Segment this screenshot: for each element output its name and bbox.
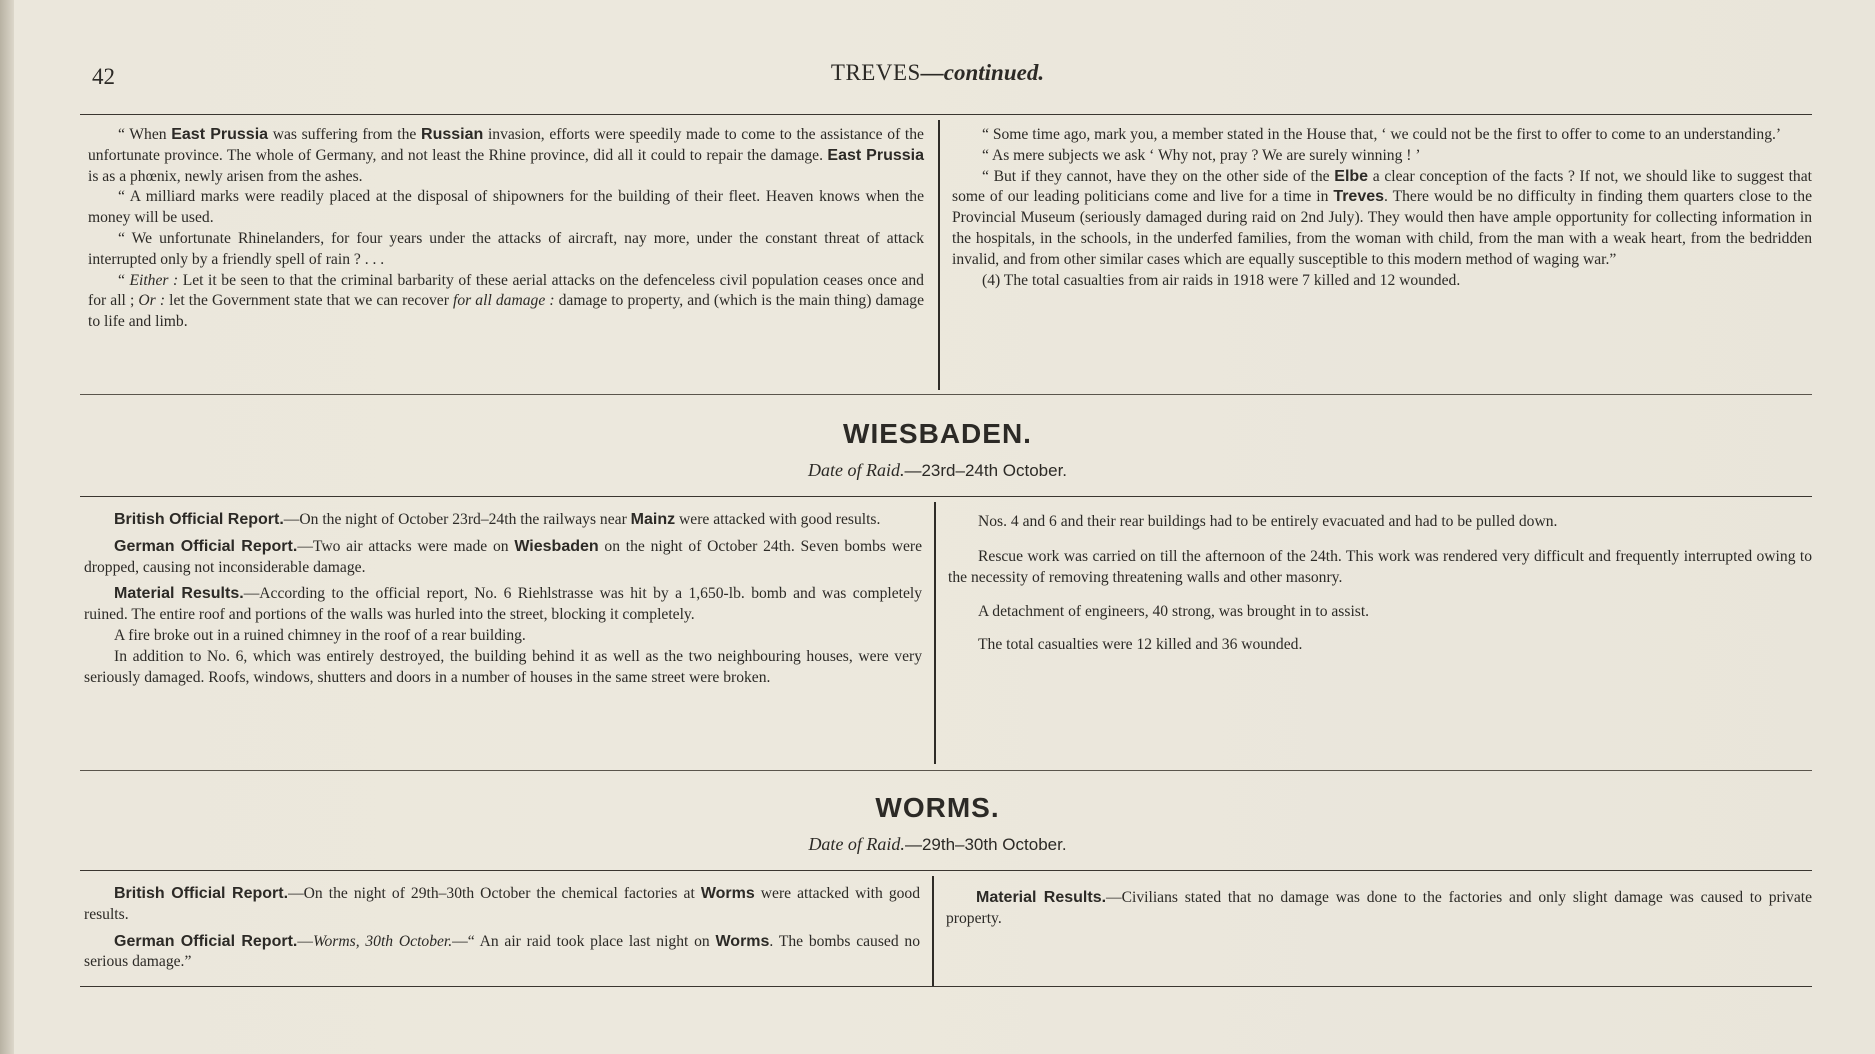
italic-text-dateline: Worms, 30th October.: [312, 932, 453, 950]
italic-text-either: Either :: [129, 271, 179, 289]
text-run: —“ An air raid took place last night on: [452, 932, 716, 950]
text-run: —According to the official report, No. 6 Riehlstrasse was hit by a 1,650-lb. bomb and was completely ruined. The entire roof and portions of the walls was hurled into the street, blocking it completely.: [84, 585, 923, 624]
page-number: 42: [92, 64, 115, 89]
subheading-german-report: German Official Report.: [114, 932, 298, 950]
wiesbaden-right-column: [948, 512, 1812, 656]
text-run: —Two air attacks were made on: [297, 537, 515, 555]
text-run: —On the night of October 23rd–24th the railways near: [283, 511, 631, 528]
text-run: were attacked with good results.: [84, 885, 921, 923]
running-title-text: TREVES: [830, 60, 921, 85]
text-run: let the Government state that we can recover: [165, 292, 454, 310]
treves-left-para-3: “ We unfortunate Rhinelanders, for four years under the attacks of aircraft, nay more, under the constant threat of attack interrupted only by a friendly spell of rain ? . . .: [88, 229, 924, 268]
treves-right-para-1: “ Some time ago, mark you, a member stated in the House that, ‘ we could not be the first to offer to come to an understanding.’: [982, 126, 1782, 143]
place-name-wiesbaden: Wiesbaden: [514, 537, 599, 555]
text-run: “ When: [118, 126, 172, 143]
worms-left-para-2: [84, 932, 920, 974]
section-rule: [80, 870, 1812, 871]
treves-right-para-2: “ As mere subjects we ask ‘ Why not, pray ? We are surely winning ! ’: [982, 146, 1421, 164]
running-title: [0, 60, 1875, 86]
place-name-mainz: Mainz: [630, 511, 676, 528]
text-run: was suffering from the: [268, 126, 422, 143]
wiesbaden-right-para-1: Nos. 4 and 6 and their rear buildings had to be entirely evacuated and had to be pulled down.: [978, 513, 1558, 530]
subheading-material-results: Material Results.: [976, 889, 1107, 906]
section-rule: [80, 496, 1812, 497]
place-name-east-prussia: East Prussia: [171, 126, 269, 143]
subheading-material-results: Material Results.: [114, 585, 244, 603]
text-run: —: [297, 932, 313, 950]
worms-right-column: [946, 888, 1812, 930]
column-divider: [932, 876, 934, 986]
wiesbaden-right-para-3: A detachment of engineers, 40 strong, was brought in to assist.: [978, 603, 1370, 621]
subheading-british-report: British Official Report.: [114, 511, 284, 528]
column-divider: [938, 120, 940, 390]
bottom-rule: [80, 986, 1812, 987]
treves-left-para-2: “ A milliard marks were readily placed at the disposal of shipowners for the building of their fleet. Heaven knows when the money will be used.: [88, 188, 924, 227]
treves-left-column: [88, 125, 924, 333]
wiesbaden-right-para-4: The total casualties were 12 killed and 36 wounded.: [978, 636, 1303, 654]
italic-text-or: Or :: [138, 292, 166, 310]
wiesbaden-right-para-2: Rescue work was carried on till the afternoon of the 24th. This work was rendered very difficult and frequently interrupted owing to the necessity of removing threatening walls and other masonry.: [948, 547, 1812, 586]
subheading-german-report: German Official Report.: [114, 537, 298, 555]
top-rule: [80, 114, 1812, 115]
text-run: —Civilians stated that no damage was done to the factories and only slight damage was caused to private property.: [946, 889, 1812, 927]
text-run: on the night of October 24th. Seven bombs were dropped, causing not inconsiderable damage.: [84, 537, 922, 576]
text-run: a clear conception of the facts ? If not, we should like to suggest that some of our leading politicians come and live for a time in: [952, 167, 1812, 206]
text-run: “ But if they cannot, have they on the other side of the: [982, 167, 1335, 185]
italic-text-all-damage: for all damage :: [453, 292, 555, 310]
section-rule: [80, 770, 1812, 771]
date-label: Date of Raid.: [808, 834, 905, 854]
wiesbaden-left-para-1: [84, 510, 922, 531]
place-name-worms: Worms: [715, 932, 770, 950]
treves-left-para-1: [88, 125, 924, 187]
text-run: . There would be no difficulty in finding them quarters close to the Provincial Museum (seriously damaged during raid on 2nd July). They would then have ample opportunity for collecting information in the hospitals, in the schools, in the underfed families, from the woman with child, from the man with a weak heart, from the bedridden invalid, and from other similar cases which are equally susceptible to this modern method of waging war.”: [952, 188, 1812, 268]
wiesbaden-left-para-5: In addition to No. 6, which was entirely destroyed, the building behind it as well as the two neighbouring houses, were very seriously damaged. Roofs, windows, shutters and doors in a number of houses in the same street were broken.: [84, 647, 922, 686]
text-run: is as a phœnix, newly arisen from the ashes.: [88, 167, 363, 185]
place-name-worms: Worms: [700, 885, 755, 902]
text-run: —On the night of 29th–30th October the chemical factories at: [288, 885, 701, 902]
section-rule: [80, 394, 1812, 395]
running-title-suffix: —continued.: [920, 60, 1045, 85]
place-name-east-prussia: East Prussia: [827, 146, 924, 164]
date-label: Date of Raid.: [807, 460, 905, 480]
column-divider: [934, 502, 936, 764]
wiesbaden-left-para-3: [84, 584, 922, 626]
text-run: invasion, efforts were speedily made to come to the assistance of the unfortunate province. The whole of Germany, and not least the Rhine province, did all it could to repair the damage.: [88, 126, 924, 164]
wiesbaden-left-para-2: [84, 537, 922, 579]
text-run: were attacked with good results.: [675, 511, 881, 528]
worms-right-para-1: [946, 888, 1812, 930]
worms-raid-date: [0, 834, 1875, 855]
wiesbaden-raid-date: [0, 460, 1875, 481]
place-name-russian: Russian: [421, 126, 484, 143]
treves-right-para-4: (4) The total casualties from air raids in 1918 were 7 killed and 12 wounded.: [982, 271, 1461, 289]
treves-right-column: [952, 125, 1812, 291]
treves-right-para-3: [952, 167, 1812, 271]
place-name-treves: Treves: [1333, 188, 1385, 206]
wiesbaden-left-para-4: A fire broke out in a ruined chimney in the roof of a rear building.: [114, 626, 526, 644]
date-value: —29th–30th October.: [904, 835, 1067, 854]
subheading-british-report: British Official Report.: [114, 885, 289, 902]
worms-left-para-1: [84, 884, 920, 926]
page-binding-edge: [0, 0, 14, 1054]
wiesbaden-left-column: [84, 510, 922, 688]
section-title-wiesbaden: WIESBADEN.: [843, 418, 1032, 449]
date-value: —23rd–24th October.: [904, 461, 1068, 480]
treves-left-para-4: [88, 271, 924, 333]
text-run: “: [118, 271, 130, 289]
text-run: Let it be seen to that the criminal barbarity of these aerial attacks on the defenceless civil population ceases once and for all ;: [88, 271, 924, 310]
text-run: damage to property, and (which is the main thing) damage to life and limb.: [88, 292, 925, 331]
place-name-elbe: Elbe: [1334, 167, 1369, 185]
section-title-worms: WORMS.: [875, 792, 1000, 823]
text-run: . The bombs caused no serious damage.”: [84, 932, 920, 971]
worms-left-column: [84, 884, 920, 973]
